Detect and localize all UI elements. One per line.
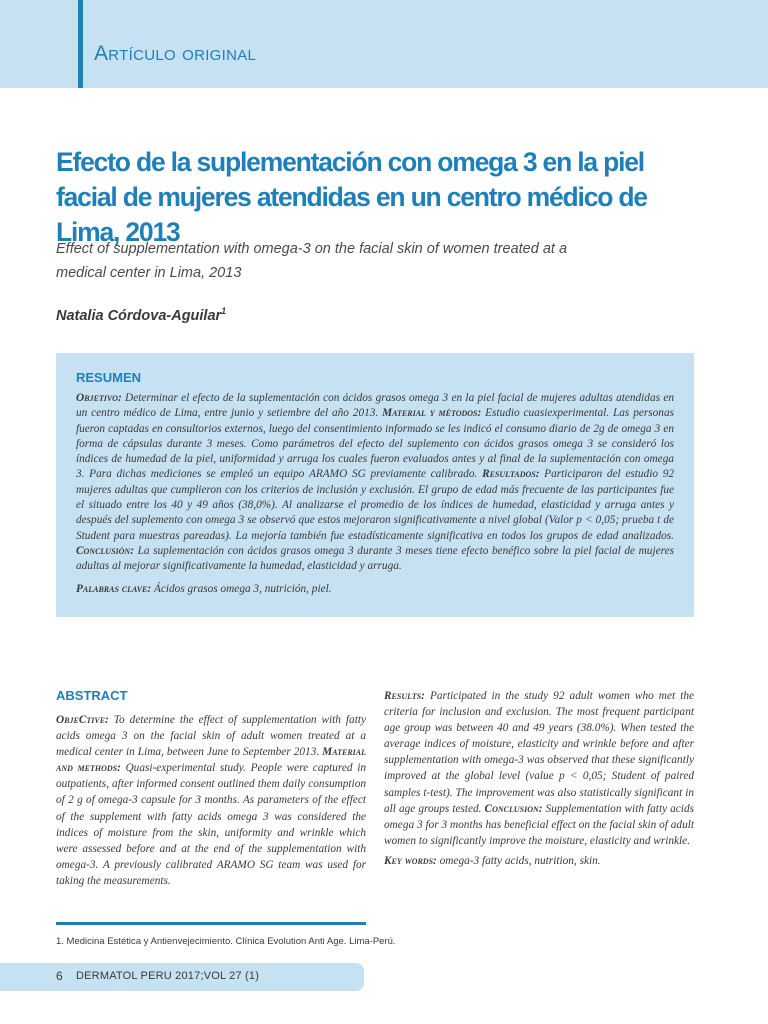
abstract-body-right [384,688,694,849]
section-label: Artículo original [94,42,257,65]
abstract-right-column [384,688,694,869]
abstract-keywords [384,853,694,869]
objetivo-label: Objetivo: [76,392,122,404]
conclusion-label: Conclusión: [76,544,134,557]
objective-label: ObjeCtive: [56,714,109,726]
journal-citation: DERMATOL PERU 2017;VOL 27 (1) [76,970,260,982]
resultados-label: Resultados: [482,468,540,481]
article-title-english: Effect of supplementation with omega-3 on the facial skin of women treated at a medical center in Lima, 2013 [56,241,568,281]
conclusion-en-label: Conclusion: [484,802,543,815]
key-words-label: Key words: [384,854,437,867]
resumen-keywords [76,582,674,597]
author-affiliation-mark: 1 [221,306,227,316]
abstract-left-column [56,688,366,889]
key-words-text: omega-3 fatty acids, nutrition, skin. [436,854,601,867]
palabras-clave-text: Ácidos grasos omega 3, nutrición, piel. [151,582,332,595]
material-label: Material y métodos: [382,407,482,420]
author-name [56,306,226,324]
page-number: 6 [56,969,63,983]
footnote-rule [56,922,366,925]
objective-text: To determine the effect of supplementation with fatty acids omega 3 on the facial skin of adult women treated at a medical center in Lima, between June to September 2013. [56,714,366,759]
objetivo-text: Determinar el efecto de la suplementación con ácidos grasos omega 3 en la piel facial de mujeres adultas atendidas en un centro médico de Lima, entre junio y setiembre del año 2013. [76,392,674,420]
conclusion-text: La suplementación con ácidos grasos omega 3 durante 3 meses tiene efecto benéfico sobre la piel facial de mujeres adultas al mejorar significativamente la humedad, elasticidad y arruga. [76,544,674,573]
results-text: Participated in the study 92 adult women who met the criteria for inclusion and exclusion. The most frequent participant age group was between 40 and 49 years (38.0%). When tested the average indices of moisture, elasticity and wrinkle before and after supplementation with omega-3 was observed that these significantly improved at the global level (value p < 0,05; Student of paired samples t-test). The improvement was also statistically significant in all age groups tested. [384,690,694,815]
palabras-clave-label: Palabras clave: [76,582,152,595]
material-text: Estudio cuasiexperimental. Las personas fueron captadas en consultorios externos, luego del consentimiento informado se les indicó el consumo diario de 2g de omega 3 en forma de cápsulas durante 3 meses. Como parámetros del efecto del suplemento con ácidos grasos omega 3 se consideró los índices de humedad de la piel, uniformidad y arruga los cuales fueron evaluados antes y al final de la suplementación con omega 3. Para dichas mediciones se empleó un equipo ARAMO SG previamente calibrado. [76,407,674,481]
methods-text: Quasi-experimental study. People were captured in outpatients, after informed consent outlined them daily consumption of 2 g of omega-3 capsule for 3 months. As parameters of the effect of the supplement with fatty acids omega 3 was considered the indices of moisture from the skin, uniformity and wrinkle which were assessed before and at the end of the supplementation with omega-3. A previously calibrated ARAMO SG team was used for taking the measurements. [56,762,366,887]
resumen-body [76,391,674,575]
resumen-box [56,353,694,617]
header-accent-bar [78,0,83,88]
resumen-heading: RESUMEN [76,370,142,385]
results-label: Results: [384,690,425,702]
author-text: Natalia Córdova-Aguilar [56,307,222,324]
abstract-body-left [56,712,366,889]
resultados-text: Participaron del estudio 92 mujeres adultas que cumplieron con los criterios de inclusión y exclusión. El grupo de edad más frecuente de las participantes fue el situado entre los 40 y 49 años (38,0%). Al analizarse el promedio de los índices de humedad, elasticidad y arruga antes y después del suplemento con omega 3 se observó que estos mejoraron significativamente a nivel global (Valor p < 0,05; prueba t de Student para muestras pareadas). La mejoría también fue estadísticamente significativa en todos los grupos de edad analizados. [76,468,675,542]
footnote: 1. Medicina Estética y Antienvejecimiento. Clínica Evolution Anti Age. Lima-Perú. [56,936,396,947]
conclusion-en-text: Supplementation with fatty acids omega 3 for 3 months has beneficial effect on the facial skin of adult women to significantly improve the moisture, elasticity and wrinkle. [384,802,694,847]
article-title: Efecto de la suplementación con omega 3 en la piel facial de mujeres atendidas en un centro médico de Lima, 2013 [56,147,647,247]
abstract-heading: ABSTRACT [56,688,128,703]
methods-label: Material and methods: [56,746,366,775]
